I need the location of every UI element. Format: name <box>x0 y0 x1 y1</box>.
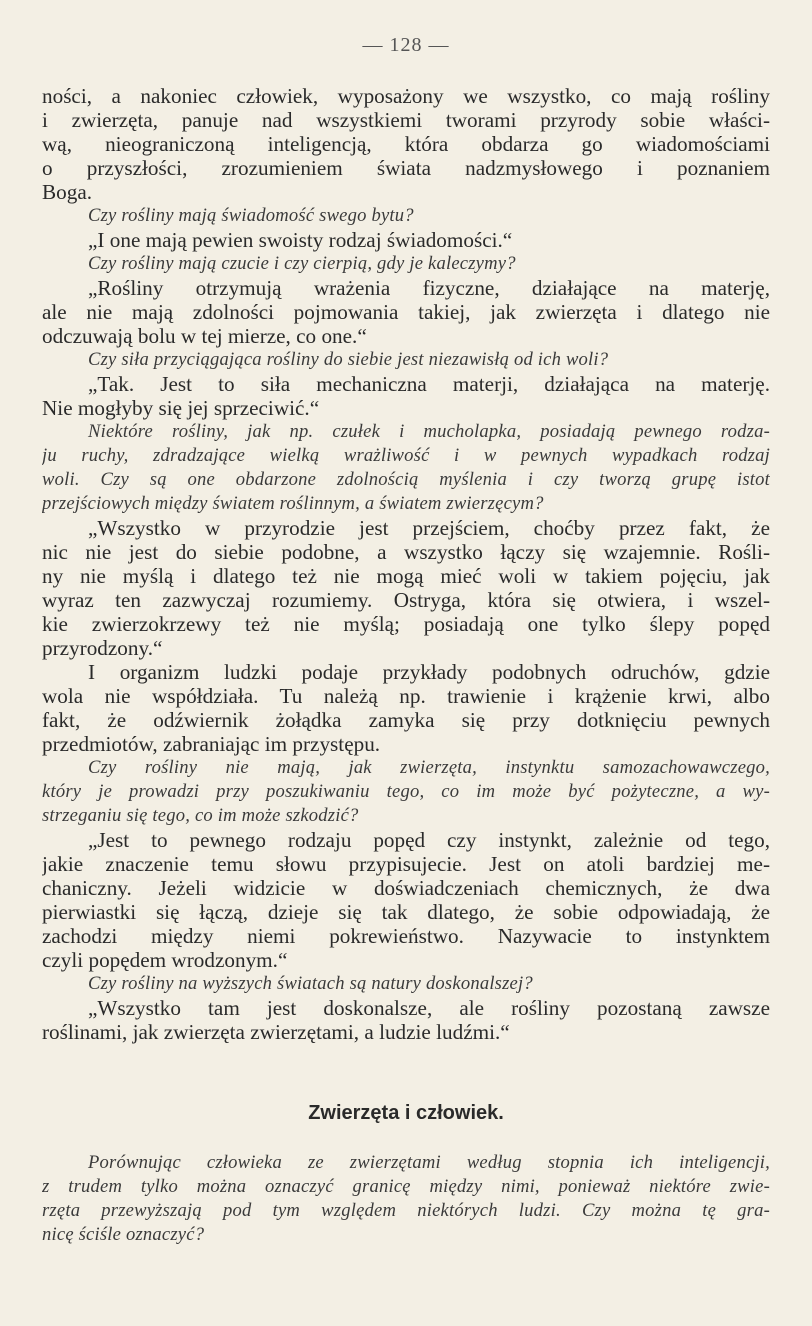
section-intro-question <box>42 1151 770 1247</box>
body-text-line: fakt, że odźwiernik żołądka zamyka się przy dotknięciu pewnych <box>42 708 770 732</box>
body-text-line: pierwiastki się łączą, dzieje się tak dlatego, że sobie odpowiadają, że <box>42 900 770 924</box>
body-text-line: jakie znaczenie temu słowu przypisujecie. Jest on atoli bardziej me- <box>42 852 770 876</box>
body-text-line: „I one mają pewien swoisty rodzaj świadomości.“ <box>88 228 513 252</box>
section-intro-line: rzęta przewyższają pod tym względem niektórych ludzi. Czy można tę gra- <box>42 1200 770 1221</box>
body-text-line: „Wszystko w przyrodzie jest przejściem, choćby przez fakt, że <box>88 516 770 540</box>
body-text-line: przyrodzony.“ <box>42 636 163 660</box>
body-text-line: Czy rośliny na wyższych światach są natury doskonalszej? <box>88 973 533 994</box>
body-text-line: „Wszystko tam jest doskonalsze, ale rośliny pozostaną zawsze <box>88 996 770 1020</box>
section-heading: Zwierzęta i człowiek. <box>308 1102 504 1124</box>
section-intro-line: Porównując człowieka ze zwierzętami według stopnia ich inteligencji, <box>88 1152 770 1173</box>
body-text-line: nic nie jest do siebie podobne, a wszystko łączy się wzajemnie. Rośli- <box>42 540 770 564</box>
body-text-line: Czy rośliny mają świadomość swego bytu? <box>88 205 414 226</box>
body-text-line: Niektóre rośliny, jak np. czułek i mucholapka, posiadają pewnego rodza- <box>88 421 770 442</box>
body-text-line: Nie mogłyby się jej sprzeciwić.“ <box>42 396 320 420</box>
body-text-line: Czy rośliny nie mają, jak zwierzęta, instynktu samozachowawczego, <box>88 757 770 778</box>
body-text-line: „Rośliny otrzymują wrażenia fizyczne, działające na materję, <box>88 276 770 300</box>
body-text-line: wą, nieograniczoną inteligencją, która obdarza go wiadomościami <box>42 132 770 156</box>
page-text <box>42 84 770 1247</box>
body-text-line: który je prowadzi przy poszukiwaniu tego, co im może być pożyteczne, a wy- <box>42 781 770 802</box>
body-text <box>42 84 770 1044</box>
body-text-line: Czy siła przyciągająca rośliny do siebie jest niezawisłą od ich woli? <box>88 349 609 370</box>
body-text-line: ności, a nakoniec człowiek, wyposażony we wszystko, co mają rośliny <box>42 84 770 108</box>
section-intro-line: nicę ściśle oznaczyć? <box>42 1224 205 1245</box>
body-text-line: strzeganiu się tego, co im może szkodzić? <box>42 805 359 826</box>
body-text-line: ju ruchy, zdradzające wielką wrażliwość i w pewnych wypadkach rodzaj <box>42 445 770 466</box>
body-text-line: I organizm ludzki podaje przykłady podobnych odruchów, gdzie <box>88 660 770 684</box>
body-text-line: Boga. <box>42 180 93 204</box>
body-text-line: „Jest to pewnego rodzaju popęd czy instynkt, zależnie od tego, <box>88 828 770 852</box>
body-text-line: wola nie współdziała. Tu należą np. trawienie i krążenie krwi, albo <box>42 684 770 708</box>
body-text-line: woli. Czy są one obdarzone zdolnością myślenia i czy tworzą grupę istot <box>42 469 770 490</box>
body-text-line: i zwierzęta, panuje nad wszystkiemi tworami przyrody sobie właści- <box>42 108 770 132</box>
body-text-line: wyraz ten zazwyczaj rozumiemy. Ostryga, która się otwiera, i wszel- <box>42 588 770 612</box>
body-text-line: „Tak. Jest to siła mechaniczna materji, działająca na materję. <box>88 372 770 396</box>
body-text-line: chaniczny. Jeżeli widzicie w doświadczeniach chemicznych, że dwa <box>42 876 770 900</box>
body-text-line: przejściowych między światem roślinnym, a światem zwierzęcym? <box>42 493 544 514</box>
body-text-line: kie zwierzokrzewy też nie myślą; posiadają one tylko ślepy popęd <box>42 612 770 636</box>
body-text-line: przedmiotów, zabraniając im przystępu. <box>42 732 381 756</box>
body-text-line: roślinami, jak zwierzęta zwierzętami, a ludzie ludźmi.“ <box>42 1020 510 1044</box>
body-text-line: zachodzi między niemi pokrewieństwo. Nazywacie to instynktem <box>42 924 770 948</box>
body-text-line: czyli popędem wrodzonym.“ <box>42 948 288 972</box>
body-text-line: odczuwają bolu w tej mierze, co one.“ <box>42 324 367 348</box>
body-text-line: o przyszłości, zrozumieniem świata nadzmysłowego i poznaniem <box>42 156 770 180</box>
body-text-line: ale nie mają zdolności pojmowania takiej, jak zwierzęta i dlatego nie <box>42 300 770 324</box>
body-text-line: Czy rośliny mają czucie i czy cierpią, gdy je kaleczymy? <box>88 253 516 274</box>
page-number: — 128 — <box>362 34 450 56</box>
body-text-line: ny nie myślą i dlatego też nie mogą mieć woli w takiem pojęciu, jak <box>42 564 770 588</box>
section-intro-line: z trudem tylko można oznaczyć granicę między nimi, ponieważ niektóre zwie- <box>42 1176 770 1197</box>
